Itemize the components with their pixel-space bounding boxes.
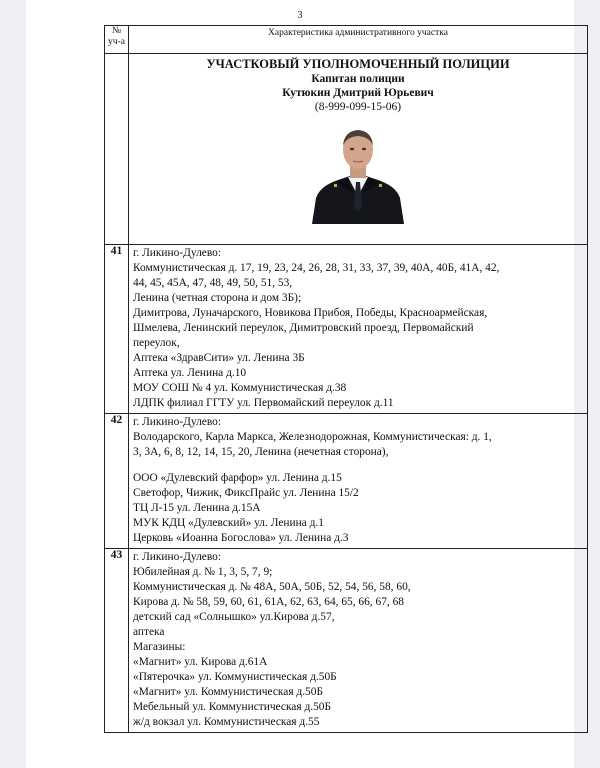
district-row	[105, 414, 588, 549]
description-line: Димитрова, Луначарского, Новикова Прибоя, Победы, Красноармейская,	[133, 307, 488, 319]
district-table	[104, 25, 588, 733]
officer-photo	[306, 120, 410, 224]
page-number: 3	[297, 10, 303, 21]
description-line: детский сад «Солнышко» ул.Кирова д.57,	[133, 611, 335, 623]
description-line: МОУ СОШ № 4 ул. Коммунистическая д.38	[133, 382, 347, 394]
document-page	[26, 0, 574, 768]
district-number: 42	[105, 414, 129, 549]
district-description	[129, 549, 588, 733]
description-line: Коммунистическая д. № 48А, 50А, 50Б, 52, 54, 56, 58, 60,	[133, 581, 411, 593]
description-line: «Магнит» ул. Коммунистическая д.50Б	[133, 686, 323, 698]
officer-row	[105, 54, 588, 245]
description-line: г. Ликино-Дулево:	[133, 551, 221, 563]
description-line: Мебельный ул. Коммунистическая д.50Б	[133, 701, 332, 713]
district-row	[105, 549, 588, 733]
description-line: ЛДПК филиал ГГТУ ул. Первомайский переулок д.11	[133, 397, 394, 409]
officer-phone: (8-999-099-15-06)	[314, 101, 402, 113]
description-line: Аптека ул. Ленина д.10	[133, 367, 247, 379]
description-line: ООО «Дулевский фарфор» ул. Ленина д.15	[133, 472, 342, 484]
description-line: 3, 3А, 6, 8, 12, 14, 15, 20, Ленина (нечетная сторона),	[133, 446, 389, 458]
header-description-cell: Характеристика административного участка	[129, 26, 588, 54]
district-description	[129, 414, 588, 549]
description-line: г. Ликино-Дулево:	[133, 247, 221, 259]
description-gap	[133, 460, 584, 471]
officer-name: Кутюкин Дмитрий Юрьевич	[282, 87, 434, 99]
table-header-row	[105, 26, 588, 54]
officer-rank: Капитан полиции	[311, 73, 405, 85]
description-line: Шмелева, Ленинский переулок, Димитровский проезд, Первомайский	[133, 322, 474, 334]
description-line: ТЦ Л-15 ул. Ленина д.15А	[133, 502, 261, 514]
description-line: Ленина (четная сторона и дом 3Б);	[133, 292, 302, 304]
district-number: 41	[105, 245, 129, 414]
officer-position-title: УЧАСТКОВЫЙ УПОЛНОМОЧЕННЫЙ ПОЛИЦИИ	[206, 57, 510, 71]
description-line: г. Ликино-Дулево:	[133, 416, 221, 428]
description-line: ж/д вокзал ул. Коммунистическая д.55	[133, 716, 320, 728]
description-line: Коммунистическая д. 17, 19, 23, 24, 26, 28, 31, 33, 37, 39, 40А, 40Б, 41А, 42,	[133, 262, 500, 274]
description-line: Церковь «Иоанна Богослова» ул. Ленина д.3	[133, 532, 349, 544]
officer-number-cell	[105, 54, 129, 245]
description-line: «Магнит» ул. Кирова д.61А	[133, 656, 268, 668]
description-line: Юбилейная д. № 1, 3, 5, 7, 9;	[133, 566, 273, 578]
district-row	[105, 245, 588, 414]
district-number: 43	[105, 549, 129, 733]
description-line: Володарского, Карла Маркса, Железнодорожная, Коммунистическая: д. 1,	[133, 431, 492, 443]
description-line: 44, 45, 45А, 47, 48, 49, 50, 51, 53,	[133, 277, 293, 289]
description-line: Аптека «ЗдравСити» ул. Ленина 3Б	[133, 352, 305, 364]
description-line: Светофор, Чижик, ФиксПрайс ул. Ленина 15/2	[133, 487, 359, 499]
description-line: аптека	[133, 626, 165, 638]
description-line: переулок,	[133, 337, 180, 349]
description-line: Магазины:	[133, 641, 186, 653]
district-description	[129, 245, 588, 414]
officer-cell	[129, 54, 588, 245]
header-number-cell: № уч-а	[105, 26, 129, 54]
description-line: МУК КДЦ «Дулевский» ул. Ленина д.1	[133, 517, 324, 529]
description-line: Кирова д. № 58, 59, 60, 61, 61А, 62, 63, 64, 65, 66, 67, 68	[133, 596, 404, 608]
description-line: «Пятерочка» ул. Коммунистическая д.50Б	[133, 671, 337, 683]
